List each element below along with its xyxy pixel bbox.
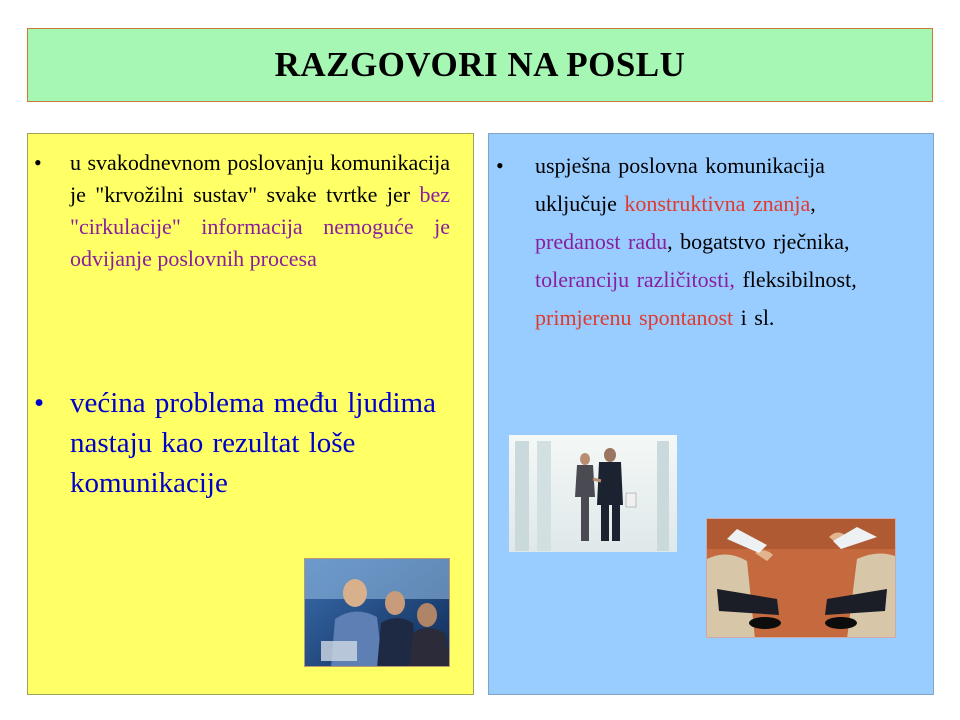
list-item bbox=[496, 147, 890, 337]
business-meeting-photo bbox=[304, 558, 450, 667]
bullet-marker: • bbox=[34, 387, 45, 419]
conversation-photo bbox=[706, 518, 896, 638]
text-segment: uspješna poslovna komunikacija uključuje bbox=[535, 153, 825, 216]
text-segment: , bogatstvo rječnika, bbox=[667, 229, 850, 254]
list-item bbox=[34, 147, 450, 275]
handshake-photo bbox=[509, 435, 677, 552]
left-bullet-list-emphasis bbox=[34, 383, 440, 503]
text-segment: i sl. bbox=[733, 305, 775, 330]
text-highlight-purple: predanost radu bbox=[535, 229, 668, 254]
bullet-marker: • bbox=[496, 153, 504, 178]
bullet-text-emphasis: većina problema među ljudima nastaju kao rezultat loše komunikacije bbox=[70, 387, 436, 499]
text-highlight-purple: toleranciju različitosti, bbox=[535, 267, 735, 292]
right-bullet-list bbox=[496, 147, 890, 337]
text-segment: fleksibilnost, bbox=[734, 267, 857, 292]
list-item bbox=[34, 383, 440, 503]
bullet-text-highlight: bez "cirkulacije" informacija nemoguće je odvijanje poslovnih procesa bbox=[70, 182, 450, 271]
bullet-text-plain: u svakodnevnom poslovanju komunikacija je "krvožilni sustav" svake tvrtke jer bbox=[70, 150, 450, 207]
text-highlight-red: primjerenu spontanost bbox=[535, 305, 734, 330]
text-highlight-red: konstruktivna znanja bbox=[624, 191, 811, 216]
left-bullet-list bbox=[34, 147, 450, 275]
slide-title-box bbox=[27, 28, 933, 102]
slide-title: RAZGOVORI NA POSLU bbox=[274, 45, 686, 84]
bullet-marker: • bbox=[34, 150, 42, 175]
text-segment: , bbox=[810, 191, 816, 216]
